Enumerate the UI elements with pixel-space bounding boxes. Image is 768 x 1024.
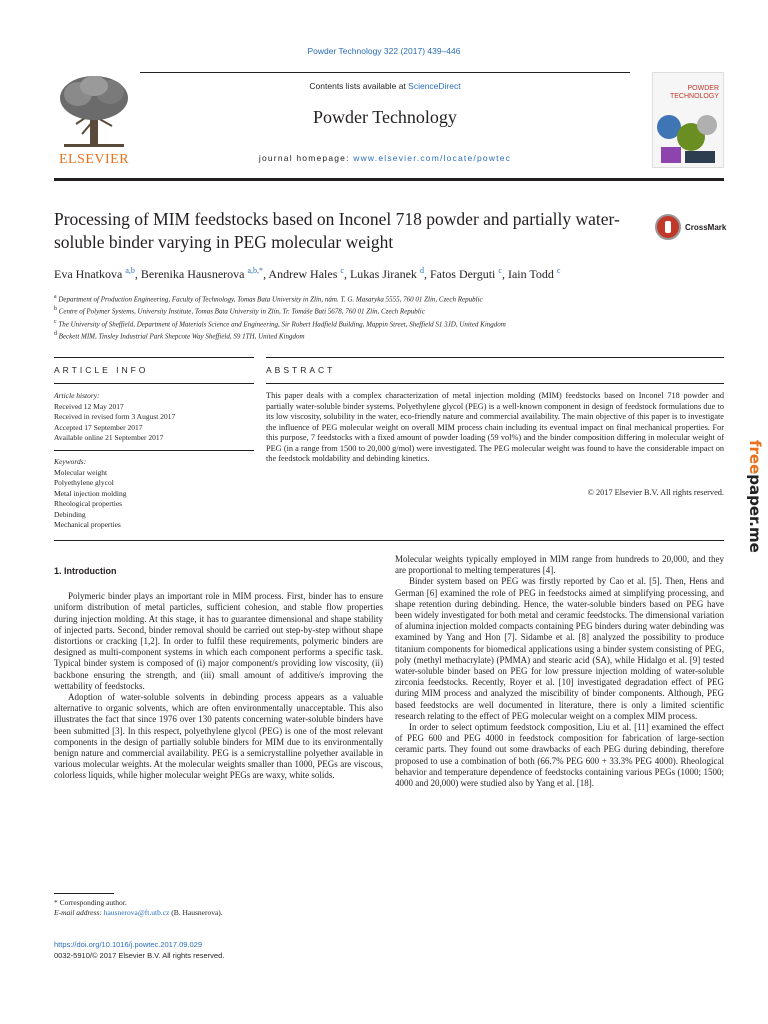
email-label: E-mail address: bbox=[54, 907, 104, 917]
doi-block bbox=[54, 940, 224, 961]
author-affiliation-mark[interactable]: c bbox=[556, 266, 561, 275]
article-history bbox=[54, 391, 254, 444]
contents-lists-line bbox=[140, 81, 630, 91]
affiliation-item bbox=[54, 317, 724, 329]
author-name: Berenika Hausnerova bbox=[140, 267, 245, 281]
article-info-rule-top bbox=[54, 357, 254, 358]
author-name: Fatos Derguti bbox=[429, 267, 496, 281]
author-affiliation-mark[interactable]: c bbox=[498, 266, 502, 275]
keyword-item: Polyethylene glycol bbox=[54, 478, 114, 487]
journal-homepage-line bbox=[140, 153, 630, 163]
contents-lists-prefix: Contents lists available at bbox=[309, 81, 409, 91]
article-info-heading: ARTICLE INFO bbox=[54, 365, 149, 375]
affiliation-mark: b bbox=[54, 306, 57, 313]
keywords bbox=[54, 457, 254, 531]
article-info-rule bbox=[54, 383, 254, 384]
history-item: Available online 21 September 2017 bbox=[54, 433, 164, 442]
footnote-rule bbox=[54, 893, 114, 894]
homepage-link[interactable]: www.elsevier.com/locate/powtec bbox=[353, 153, 512, 163]
keyword-item: Rheological properties bbox=[54, 499, 123, 508]
crossmark-badge[interactable] bbox=[655, 214, 730, 242]
affiliation-mark: a bbox=[54, 294, 57, 300]
abstract-rule-top bbox=[266, 357, 724, 358]
history-item: Accepted 17 September 2017 bbox=[54, 422, 143, 432]
abstract-copyright: © 2017 Elsevier B.V. All rights reserved. bbox=[587, 488, 724, 497]
affiliations bbox=[54, 292, 724, 341]
body-column-left bbox=[54, 554, 383, 782]
keywords-label: Keywords: bbox=[54, 457, 87, 466]
corresponding-author-footnote bbox=[54, 893, 383, 918]
body-paragraph: In order to select optimum feedstock composition, Liu et al. [11] examined the effect of PEG 600 and PEG 4000 in feedstock composition for fabrication of large-section ceramic parts. They found out some drawbacks of each PEG during debinding, therefore proposed to use a combination of both (66.7% PEG 600 + 33.3% PEG 4000). Rheological behavior and temperature dependence of feedstocks containing various PEGs (1000; 1500; 4000 and 20,000) were studied also by Yang et al. [18]. bbox=[395, 722, 724, 789]
crossmark-icon bbox=[655, 214, 681, 240]
affiliation-text: Centre of Polymer Systems, University Institute, Tomas Bata University in Zlín, Tr. Tomáše Bati 5678, 760 01 Zlín, Czech Republic bbox=[58, 307, 425, 316]
body-paragraph: Polymeric binder plays an important role in MIM process. First, binder has to ensure uniform distribution of metal particles, sufficient cohesion, and stable flow properties during injection molding. At this stage, it has to guarantee dimensional and shape stability of injected parts. Second, binder removal should be carried out step-by-step without shape distortions or cracking [1,2]. In order to fulfil these requirements, polymeric binders are designed as multi-component systems in which each component performs a specific task. Typical binder system is composed of (i) major component/s providing low viscosity, (ii) backbone ensuring the strength, and (iii) small amount of additive/s improving the wettability of feedstocks. bbox=[54, 591, 383, 691]
cover-title bbox=[670, 85, 719, 101]
keyword-item: Debinding bbox=[54, 509, 86, 519]
body-column-right bbox=[395, 554, 724, 789]
abstract-bottom-rule bbox=[54, 540, 724, 541]
publisher-name: ELSEVIER bbox=[58, 152, 130, 167]
watermark-text-a: free bbox=[746, 440, 764, 475]
author-affiliation-mark[interactable]: c bbox=[340, 266, 344, 275]
author-affiliation-mark[interactable]: a,b bbox=[125, 266, 135, 275]
watermark-text bbox=[746, 440, 764, 660]
author-name: Andrew Hales bbox=[268, 267, 338, 281]
email-line bbox=[54, 908, 383, 918]
keyword-item: Metal injection molding bbox=[54, 488, 127, 498]
cover-title-line1: POWDER bbox=[687, 85, 719, 92]
body-paragraph: Adoption of water-soluble solvents in debinding process appears as a valuable alternative to organic solvents, which are often environmentally unacceptable. This also illustrates the fact that since 1976 over 130 patents concerning water-soluble binders have been submitted [3]. In this respect, polyethylene glycol (PEG) is one of the most relevant components in the design of partially soluble binders for MIM due to its environmentally benign nature and commercial availability. PEG is a semicrystalline polyether available in various molecular weights. At the molecular weights smaller than 1000, PEGs are viscous, colorless liquids, while higher molecular weight PEGs are waxy, white solids. bbox=[54, 692, 383, 781]
body-paragraph: Molecular weights typically employed in MIM range from hundreds to 20,000, and they are proportional to melting temperatures [4]. bbox=[395, 554, 724, 576]
issn-line: 0032-5910/© 2017 Elsevier B.V. All rights reserved. bbox=[54, 950, 225, 960]
affiliation-text: The University of Sheffield, Department of Materials Science and Engineering, Sir Robert Hadfield Building, Mappin Street, Sheffield S1 3JD, United Kingdom bbox=[58, 319, 506, 328]
sciencedirect-link[interactable]: ScienceDirect bbox=[408, 81, 461, 91]
doi-link[interactable]: https://doi.org/10.1016/j.powtec.2017.09.029 bbox=[54, 940, 203, 949]
crossmark-label: CrossMark bbox=[685, 223, 727, 232]
cover-art-icon bbox=[653, 107, 723, 167]
abstract-rule bbox=[266, 383, 724, 384]
keyword-item: Mechanical properties bbox=[54, 520, 121, 529]
author-affiliation-mark[interactable]: a,b,* bbox=[247, 266, 264, 275]
history-item: Received in revised form 3 August 2017 bbox=[54, 412, 176, 421]
affiliation-mark: c bbox=[54, 318, 57, 325]
author-email-link[interactable]: hausnerova@ft.utb.cz bbox=[103, 907, 170, 917]
section-heading-introduction: 1. Introduction bbox=[54, 566, 117, 576]
affiliation-text: Beckett MIM, Tinsley Industrial Park Shepcote Way Sheffield, S9 1TH, United Kingdom bbox=[58, 332, 305, 341]
affiliation-item bbox=[54, 304, 724, 316]
author-list: Eva Hnatkova $^{a,b}$, Berenika Hausnerova $^{a,b,*}$, Andrew Hales $^c$, Lukas Jiranek $^d$, Fatos Derguti $^c$, Iain Todd $^c$ bbox=[54, 266, 561, 281]
article-title: Processing of MIM feedstocks based on Inconel 718 powder and partially water-soluble binder varying in PEG molecular weight bbox=[54, 209, 620, 252]
journal-title[interactable]: Powder Technology bbox=[313, 107, 457, 127]
journal-cover-thumbnail[interactable] bbox=[652, 72, 724, 168]
history-label: Article history: bbox=[54, 391, 100, 400]
cover-title-line2: TECHNOLOGY bbox=[669, 93, 719, 100]
affiliation-item bbox=[54, 292, 724, 304]
email-suffix: (B. Hausnerova). bbox=[169, 907, 223, 917]
keywords-rule bbox=[54, 450, 254, 451]
history-item: Received 12 May 2017 bbox=[54, 401, 124, 411]
abstract-text: This paper deals with a complex characterization of metal injection molding (MIM) feedstocks based on Inconel 718 powder and partially water-soluble binder systems. Polyethylene glycol (PEG) is a well-known component in design of feedstock formulations due to its low viscosity, solubility in the water, eco-friendly nature and commercial availability. The main objective of this paper is to investigate the influence of PEG molecular weight on overall MIM process chain including its eventual impact on final mechanical properties. For this purpose, 7 feedstocks with a fixed amount of powder loading (59 vol%) and the binder composition differing in molecular weight of PEG (in a range from 1500 to 20,000 g/mol) were investigated. The PEG molecular weight was found to have the considerable impact on the feedstock moldability and debinding kinetics. bbox=[266, 391, 724, 463]
author-name: Iain Todd bbox=[507, 267, 554, 281]
author-affiliation-mark[interactable]: d bbox=[419, 266, 424, 275]
keyword-item: Molecular weight bbox=[54, 467, 108, 477]
author-name: Eva Hnatkova bbox=[54, 267, 123, 281]
tree-icon bbox=[54, 72, 134, 152]
masthead bbox=[140, 72, 630, 172]
affiliation-mark: d bbox=[54, 330, 57, 337]
corresponding-author-note: * Corresponding author. bbox=[54, 897, 127, 907]
homepage-prefix: journal homepage: bbox=[258, 153, 354, 163]
header-divider bbox=[54, 178, 724, 181]
freepaper-watermark[interactable] bbox=[744, 440, 764, 660]
body-paragraph: Binder system based on PEG was firstly reported by Cao et al. [5]. Then, Hens and German [6] examined the role of PEG in feedstocks aimed at simplifying processing, and shape retention during debinding. Hence, the water-soluble binders based on PEG have been widely investigated for both metal and ceramic feedstocks. The dimensional variation of alumina injection molded compacts containing PEG binders during water debinding was examined by Yang and Hon [7]. Sidambe et al. [8] analyzed the possibility to produce titanium components for biomedical applications using a binder system consisting of PEG, poly (methyl methacrylate) (PMMA) and stearic acid (SA), while Hidalgo et al. [9] tested water-soluble binder based on PEG for low pressure injection molding of water-soluble zirconia feedstocks. Recently, Royer et al. [10] investigated degradation effect of PEG during MIM process and analyzed the miscibility of binder components. Although, PEG based feedstocks are well documented in literature, there is only a limited scientific research relating to the effect of PEG molecular weight on a complex MIM process. bbox=[395, 576, 724, 721]
elsevier-tree-logo[interactable] bbox=[54, 72, 134, 168]
author-name: Lukas Jiranek bbox=[349, 267, 417, 281]
affiliation-text: Department of Production Engineering, Faculty of Technology, Tomas Bata University in Zlín, nám. T. G. Masaryka 5555, 760 01 Zlín, Czech Republic bbox=[58, 295, 483, 304]
affiliation-item bbox=[54, 329, 724, 341]
watermark-text-b: paper.me bbox=[746, 474, 764, 553]
journal-header bbox=[54, 72, 724, 172]
abstract-heading: ABSTRACT bbox=[266, 365, 336, 375]
journal-reference[interactable]: Powder Technology 322 (2017) 439–446 bbox=[307, 46, 461, 56]
